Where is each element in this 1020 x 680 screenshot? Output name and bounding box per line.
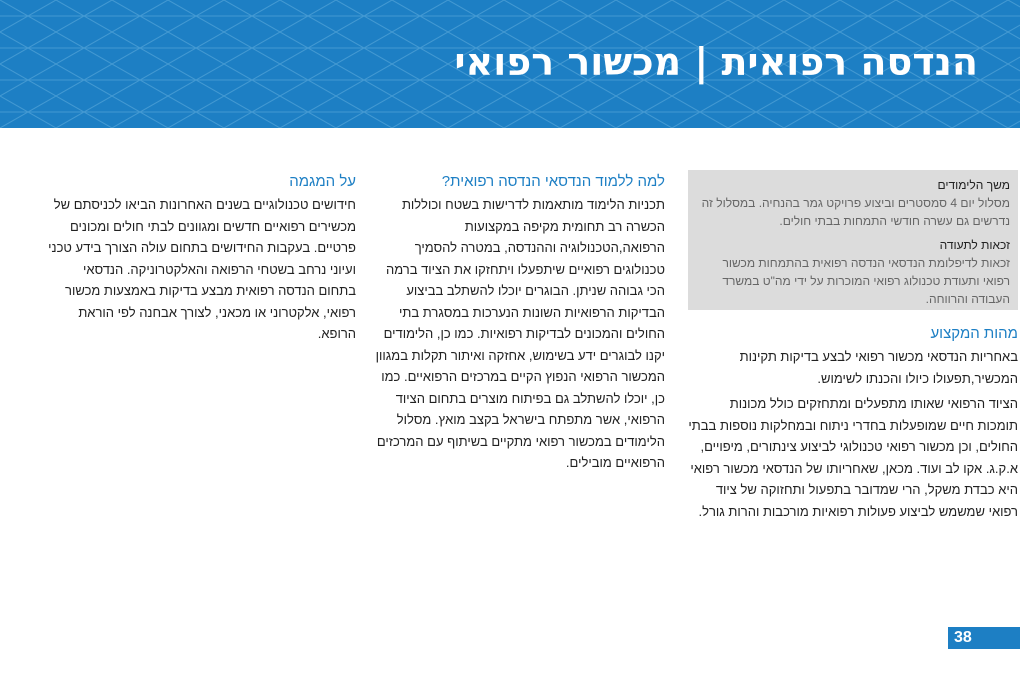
middle-column xyxy=(365,172,665,474)
about-heading: על המגמה xyxy=(289,173,356,190)
why-text: תכניות הלימוד מותאמות לדרישות בשטח וכוללות הכשרה רב תחומית מקיפה במקצועות הרפואה,הטכנולוגיה וההנדסה, במטרה להסמיך טכנולוגים רפואיים שיתפעלו ויתחזקו את הציוד ברמה הכי גבוהה שניתן. הבוגרים יוכלו להשתלב בביצוע הבדיקות הרפואיות השונות הנערכות במסגרת בתי החולים והמכונים לבדיקות רפואיות. כמו כן, הלימודים יקנו לבוגרים ידע בשימוש, אחזקה ואיתור תקלות במגוון המכשור הרפואי הנפוץ הקיים במרכזים הרפואיים. כמו כן, יוכלו להשתלב גם בפיתוח מוצרים בתחום הציוד הרפואי, אשר מתפתח בישראל בקצב מואץ. מסלול הלימודים במכשור רפואי מתקיים בשיתוף עם המרכזים הרפואיים מובילים. xyxy=(375,197,665,470)
duration-text: מסלול יום 4 סמסטרים וביצוע פרויקט גמר בהנחיה. במסלול זה נדרשים גם עשרה חודשי התמחות בבתי חולים. xyxy=(701,196,1010,228)
entitlement-text: זכאות לדיפלומת הנדסאי הנדסה רפואית בהתמחות מכשור רפואי ותעודת טכנולוג רפואי המוכרות על ידי מה"ט במשרד העבודה והרווחה. xyxy=(722,256,1010,306)
about-text: חידושים טכנולוגיים בשנים האחרונות הביאו לכניסתם של מכשירים רפואיים חדשים ומגוונים לבתי חולים ומכונים פרטיים. בעקבות החידושים בתחום עולה הצורך בידע טכני ועיוני נרחב בשטחי הרפואה והאלקטרוניקה. הנדסאי בתחום הנדסה רפואית מבצע בדיקות באמצעות מכשור רפואי, אלקטרוני או מכאני, לצורך אבחנה לפי הוראת הרופא. xyxy=(48,197,356,341)
right-column xyxy=(688,170,1018,522)
entitlement-label: זכאות לתעודה xyxy=(939,238,1010,252)
why-heading: למה ללמוד הנדסאי הנדסה רפואית? xyxy=(441,173,665,190)
profession-paragraph-2: הציוד הרפואי שאותו מתפעלים ומתחזקים כולל מכונות תומכות חיים שמופעלות בחדרי ניתוח ובמחלקות נוספות בבתי החולים, וכן מכשור רפואי טכנולוגי לביצוע צינתורים, מיפויים, א.ק.ג. אקו לב ועוד. מכאן, שאחריותו של הנדסאי מכשור רפואי היא כבדת משקל, הרי שמדובר בתפעול ותחזוקה של ציוד רפואי שמשמש לביצוע פעולות רפואיות מורכבות והרות גורל. xyxy=(688,396,1018,519)
page-title: הנדסה רפואית | מכשור רפואי xyxy=(454,40,978,84)
left-column xyxy=(48,172,356,345)
page-number: 38 xyxy=(948,627,1020,649)
info-box xyxy=(688,170,1018,310)
profession-paragraph-1: באחריות הנדסאי מכשור רפואי לבצע בדיקות תקינות המכשיר,תפעולו כיולו והכנתו לשימוש. xyxy=(739,349,1018,386)
page-header xyxy=(0,0,1020,128)
profession-section xyxy=(688,324,1018,522)
profession-heading: מהות המקצוע xyxy=(930,325,1018,342)
duration-label: משך הלימודים xyxy=(937,178,1010,192)
